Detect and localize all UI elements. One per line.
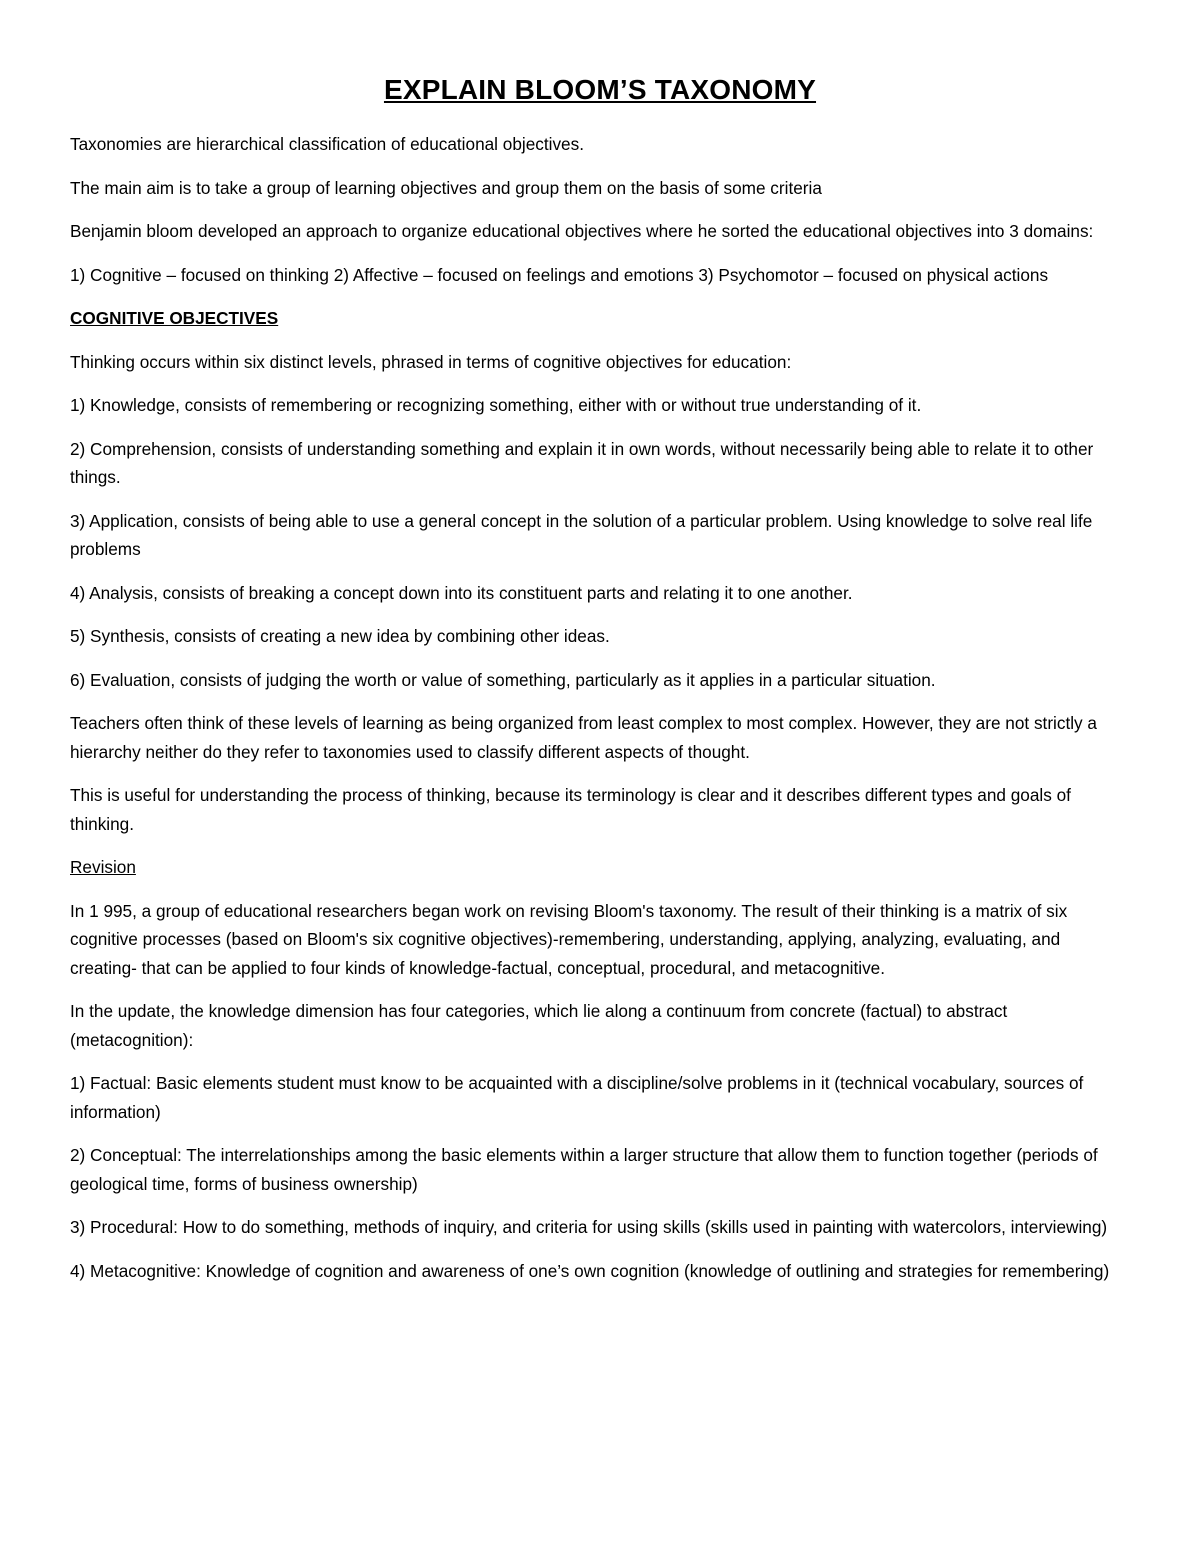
knowledge-category: 2) Conceptual: The interrelationships among the basic elements within a larger structure that allow them to function together (periods of geological time, forms of business ownership): [70, 1145, 1098, 1194]
cognitive-level: 2) Comprehension, consists of understanding something and explain it in own words, without necessarily being able to relate it to other things.: [70, 438, 1094, 487]
cognitive-note: Teachers often think of these levels of learning as being organized from least complex to most complex. However, they are not strictly a hierarchy neither do they refer to taxonomies used to classify different aspects of thought.: [70, 713, 1097, 762]
revision-paragraph: In 1 995, a group of educational researchers began work on revising Bloom's taxonomy. The result of their thinking is a matrix of six cognitive processes (based on Bloom's six cognitive objectives)-remembering, understanding, applying, analyzing, evaluating, and creating- that can be applied to four kinds of knowledge-factual, conceptual, procedural, and metacognitive.: [70, 900, 1068, 978]
cognitive-heading: COGNITIVE OBJECTIVES: [70, 308, 279, 328]
intro-paragraph: Taxonomies are hierarchical classification of educational objectives.: [70, 134, 584, 154]
document-page: [70, 74, 1130, 1300]
cognitive-level: 4) Analysis, consists of breaking a concept down into its constituent parts and relating it to one another.: [70, 582, 853, 603]
revision-heading: Revision: [70, 857, 136, 877]
knowledge-category: 1) Factual: Basic elements student must know to be acquainted with a discipline/solve problems in it (technical vocabulary, sources of information): [70, 1073, 1084, 1122]
knowledge-category: 4) Metacognitive: Knowledge of cognition and awareness of one’s own cognition (knowledge of outlining and strategies for remembering): [70, 1260, 1110, 1281]
intro-paragraph: Benjamin bloom developed an approach to organize educational objectives where he sorted the educational objectives into 3 domains:: [70, 221, 1094, 241]
knowledge-category: 3) Procedural: How to do something, methods of inquiry, and criteria for using skills (skills used in painting with watercolors, interviewing): [70, 1217, 1108, 1237]
cognitive-level: 3) Application, consists of being able to use a general concept in the solution of a particular problem. Using knowledge to solve real life problems: [70, 510, 1093, 559]
cognitive-level: 5) Synthesis, consists of creating a new idea by combining other ideas.: [70, 626, 610, 646]
document-title: EXPLAIN BLOOM’S TAXONOMY: [383, 74, 817, 105]
cognitive-note: This is useful for understanding the process of thinking, because its terminology is clear and it describes different types and goals of thinking.: [70, 785, 1071, 834]
domains-paragraph: 1) Cognitive – focused on thinking 2) Affective – focused on feelings and emotions 3) Psychomotor – focused on physical actions: [70, 264, 1049, 285]
cognitive-level: 6) Evaluation, consists of judging the worth or value of something, particularly as it applies in a particular situation.: [70, 669, 936, 690]
cognitive-lead: Thinking occurs within six distinct levels, phrased in terms of cognitive objectives for education:: [70, 351, 792, 372]
cognitive-level: 1) Knowledge, consists of remembering or recognizing something, either with or without true understanding of it.: [70, 395, 922, 415]
revision-paragraph: In the update, the knowledge dimension has four categories, which lie along a continuum from concrete (factual) to abstract (metacognition):: [70, 1001, 1008, 1050]
intro-paragraph: The main aim is to take a group of learning objectives and group them on the basis of some criteria: [70, 177, 822, 198]
